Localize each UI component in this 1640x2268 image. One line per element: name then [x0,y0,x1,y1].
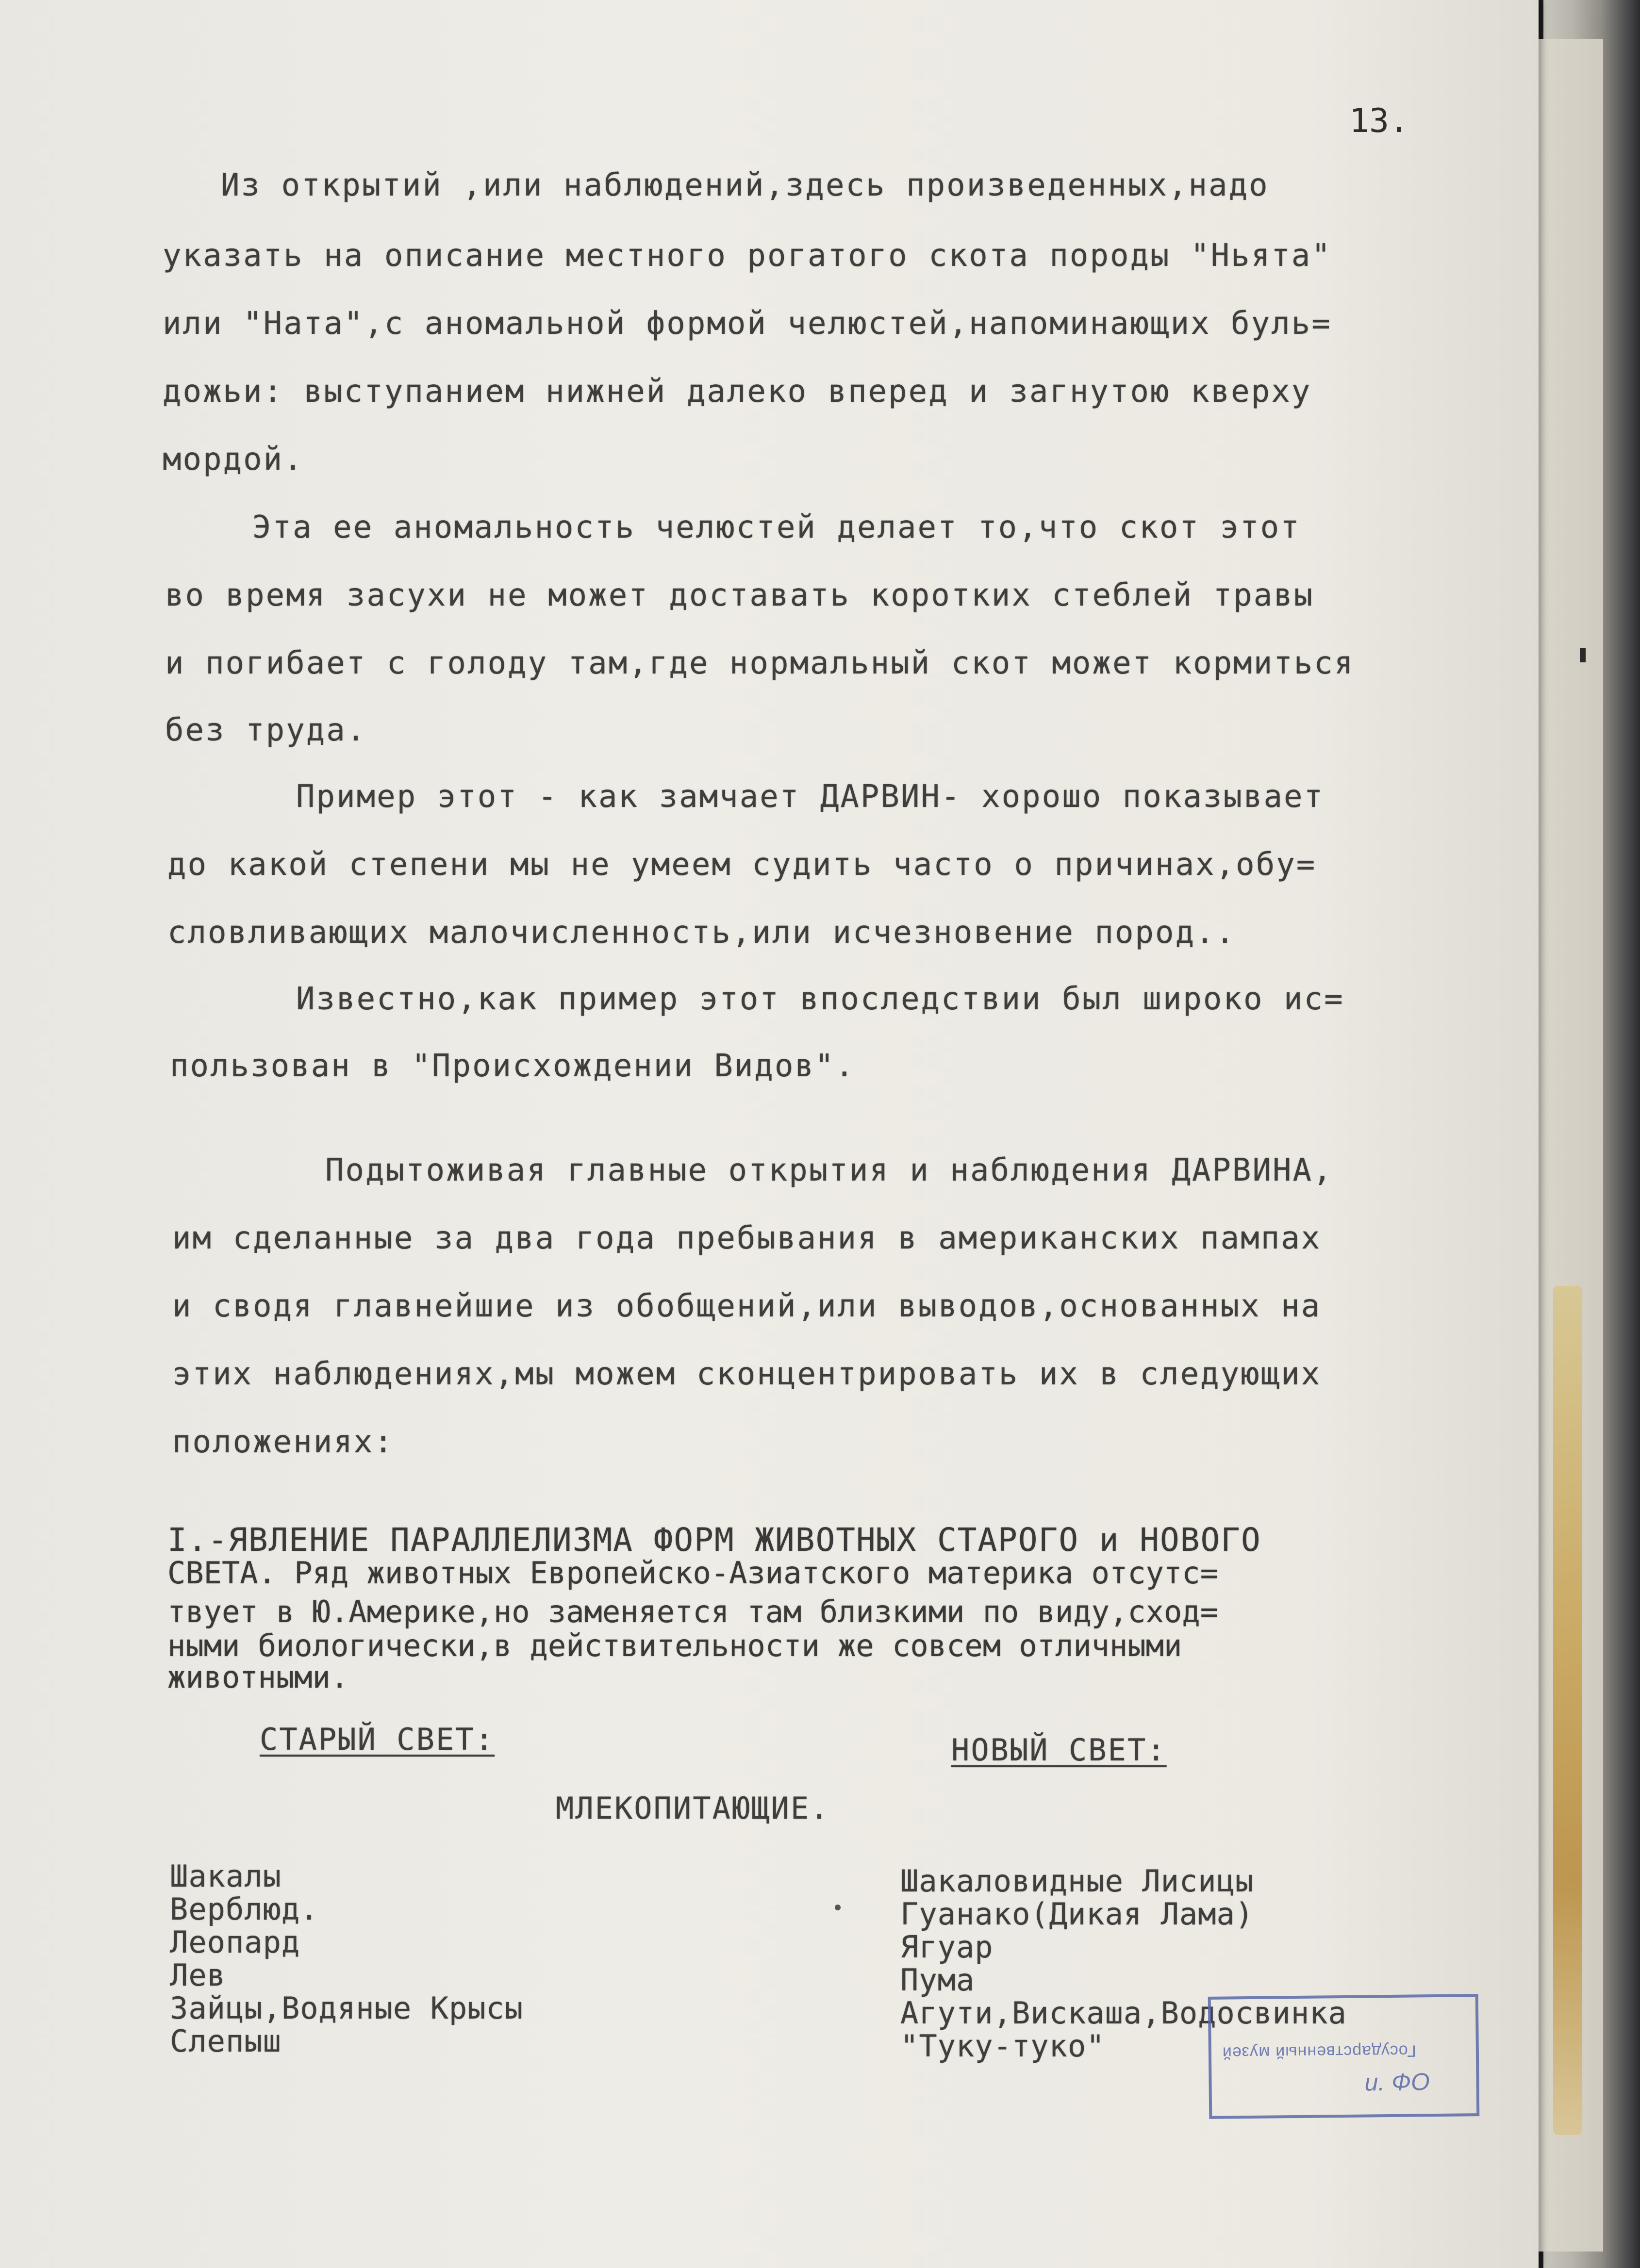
paragraph-line: указать на описание местного рогатого скота породы "Ньята" [163,238,1332,274]
paragraph-line: Пример этот - как замчает ДАРВИН- хорошо показывает [296,779,1325,815]
section-line: СВЕТА. Ряд животных Европейско-Азиатского материка отсутс= [167,1555,1218,1591]
old-world-item: Зайцы,Водяные Крысы [170,1990,524,2026]
category-heading: МЛЕКОПИТАЮЩИЕ. [556,1791,830,1826]
new-world-item: Гуанако(Дикая Лама) [900,1896,1254,1932]
paragraph-line: во время засухи не может доставать коротких стеблей травы [165,577,1314,613]
paragraph-line: дожьи: выступанием нижней далеко вперед и загнутою кверху [163,374,1312,410]
paragraph-line: и погибает с голоду там,где нормальный скот может кормиться [165,645,1355,681]
old-world-item: Верблюд. [170,1891,319,1927]
paragraph-line: пользован в "Происхождении Видов". [170,1048,856,1084]
paragraph-line: Эта ее аномальность челюстей делает то,что скот этот [252,509,1301,545]
archive-stamp [1208,1994,1480,2119]
section-line: твует в Ю.Америке,но заменяется там близкими по виду,сход= [167,1594,1218,1629]
section-line: ными биологически,в действительности же совсем отличными [167,1628,1182,1663]
new-world-item: Ягуар [900,1929,994,1965]
paragraph-line: положениях: [172,1424,394,1460]
paragraph-line: и сводя главнейшие из обобщений,или выводов,основанных на [172,1288,1322,1324]
new-world-item: Агути,Вискаша,Водосвинка [900,1995,1347,2031]
paragraph-line: без труда. [165,712,367,748]
old-world-item: Леопард [170,1924,300,1960]
edge-mark [1580,648,1586,662]
paragraph-line: этих наблюдениях,мы можем сконцентрировать их в следующих [172,1356,1322,1392]
old-world-item: Слепыш [170,2023,282,2059]
paragraph-line: или "Ната",с аномальной формой челюстей,напоминающих буль= [163,306,1332,342]
new-world-header: НОВЫЙ СВЕТ: [951,1732,1167,1768]
page-number: 13. [1349,102,1409,140]
stamp-text: Государственный музей [1222,2041,1417,2062]
new-world-item: Шакаловидные Лисицы [900,1863,1254,1899]
section-line: I.-ЯВЛЕНИЕ ПАРАЛЛЕЛИЗМА ФОРМ ЖИВОТНЫХ СТАРОГО и НОВОГО [167,1521,1261,1559]
paragraph-line: Подытоживая главные открытия и наблюдения ДАРВИНА, [325,1152,1333,1188]
aged-paper-edge [1553,1286,1582,2135]
paragraph-line: словливающих малочисленность,или исчезновение пород.. [167,915,1236,951]
section-line: животными. [167,1660,349,1695]
new-world-item: Пума [900,1962,975,1998]
stray-dot [835,1905,841,1910]
old-world-item: Шакалы [170,1858,282,1894]
paragraph-line: им сделанные за два года пребывания в американских пампах [172,1220,1322,1256]
paragraph-line: Известно,как пример этот впоследствии был широко ис= [296,981,1344,1017]
old-world-item: Лев [170,1957,226,1993]
stamp-text: и. ФО [1364,2068,1430,2096]
paragraph-line: Из открытий ,или наблюдений,здесь произведенных,надо [221,167,1269,203]
old-world-header: СТАРЫЙ СВЕТ: [260,1722,495,1757]
paragraph-line: до какой степени мы не умеем судить часто о причинах,обу= [167,847,1317,883]
new-world-item: "Туку-туко" [900,2028,1105,2064]
paragraph-line: мордой. [163,442,304,477]
